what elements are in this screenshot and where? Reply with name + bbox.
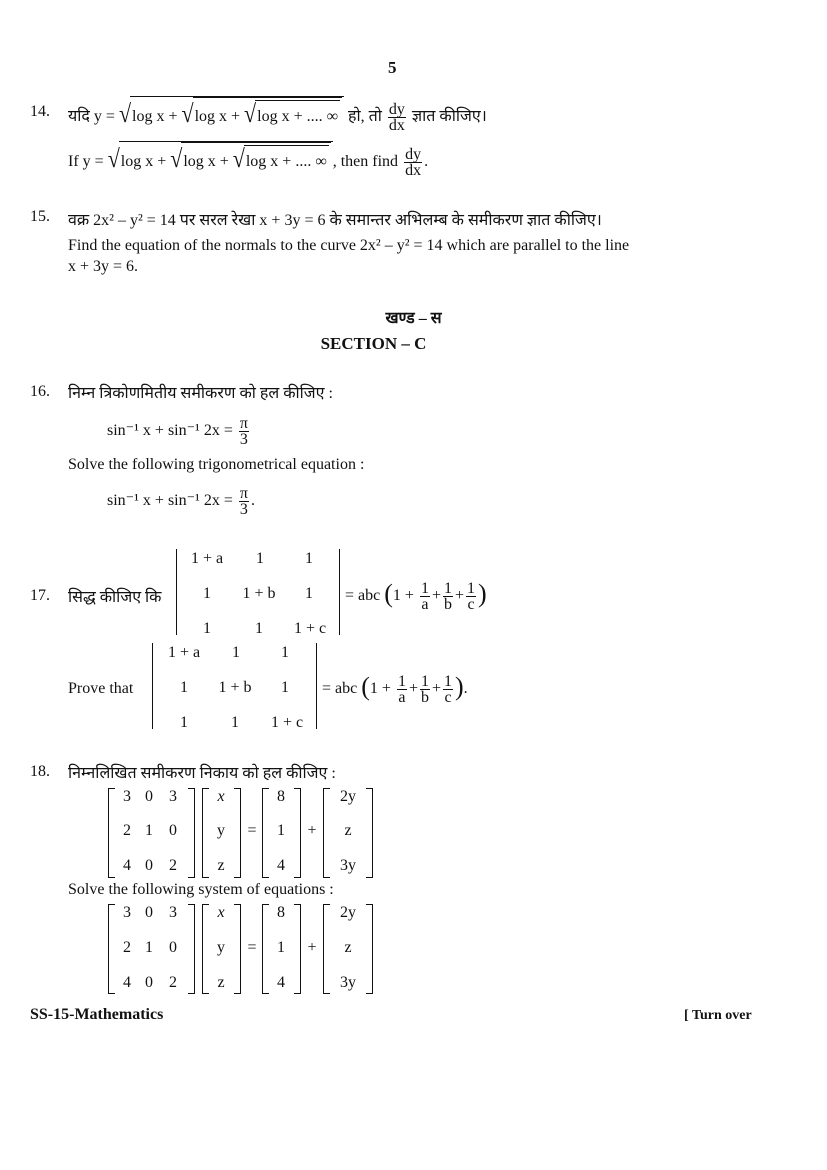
- det-cell: 1 + a: [167, 644, 201, 661]
- section-heading-hindi: खण्ड – स: [385, 310, 442, 327]
- matrix-a-cell: 3: [169, 788, 177, 805]
- q17-rhs-english: [322, 669, 468, 707]
- vector-x-right-bracket: [234, 904, 241, 994]
- equals-sign: =: [247, 822, 257, 839]
- one: 1: [420, 579, 429, 597]
- det-right-bar: [316, 643, 317, 729]
- left-paren: (: [384, 579, 393, 608]
- root-term: log x +: [183, 153, 229, 170]
- pi-over-3: [239, 486, 249, 517]
- det-cell: 1: [231, 714, 239, 731]
- q17-number: 17.: [30, 587, 50, 604]
- dx: dx: [405, 161, 422, 179]
- vector-b-right-bracket: [294, 904, 301, 994]
- matrix-a-left-bracket: [108, 904, 115, 994]
- matrix-a-cell: 0: [145, 788, 153, 805]
- equation-text: sin⁻¹ x + sin⁻¹ 2x =: [107, 492, 233, 509]
- det-cell: 1 + c: [293, 620, 327, 637]
- matrix-a-right-bracket: [188, 904, 195, 994]
- c: c: [467, 595, 475, 613]
- period: .: [250, 492, 255, 509]
- sqrt-symbol: √: [118, 99, 132, 128]
- vector-x-cell: x: [217, 904, 225, 921]
- q14-hi-prefix: यदि y =: [68, 108, 115, 125]
- rhs-prefix: = abc: [322, 680, 358, 697]
- root-term: log x +: [132, 108, 178, 125]
- one-over-a: [397, 674, 407, 705]
- dy: dy: [405, 145, 422, 163]
- vector-x-cell: y: [217, 939, 225, 956]
- one: 1: [443, 579, 452, 597]
- plus: +: [431, 587, 441, 604]
- root-last: log x + .... ∞: [257, 108, 338, 125]
- plus-sign: +: [307, 822, 317, 839]
- matrix-a-cell: 0: [145, 857, 153, 874]
- c: c: [444, 688, 452, 706]
- det-cell: 1: [305, 585, 313, 602]
- one: 1: [444, 672, 452, 690]
- equation-text: sin⁻¹ x + sin⁻¹ 2x =: [107, 422, 233, 439]
- plus-sign: +: [307, 939, 317, 956]
- vector-b-right-bracket: [294, 788, 301, 878]
- vector-c-cell: 2y: [340, 904, 356, 921]
- matrix-a-cell: 2: [123, 822, 131, 839]
- vector-b-cell: 4: [277, 974, 285, 991]
- footer-paper-code: SS-15-Mathematics: [30, 1006, 164, 1023]
- pi: π: [239, 414, 248, 432]
- q14-number: 14.: [30, 103, 50, 120]
- one: 1: [397, 672, 406, 690]
- vector-b-cell: 8: [277, 788, 285, 805]
- vector-b-cell: 4: [277, 857, 285, 874]
- one-plus: 1 +: [392, 587, 414, 604]
- plus: +: [408, 680, 418, 697]
- q18-english: Solve the following system of equations :: [68, 881, 334, 898]
- det-right-bar: [339, 549, 340, 635]
- dy-dx-fraction: [388, 102, 406, 133]
- q15-number: 15.: [30, 208, 50, 225]
- rhs-prefix: = abc: [345, 587, 381, 604]
- matrix-a-cell: 3: [169, 904, 177, 921]
- det-cell: 1: [256, 550, 264, 567]
- det-cell: 1 + b: [242, 585, 276, 602]
- det-cell: 1: [232, 644, 240, 661]
- q18-hindi: निम्नलिखित समीकरण निकाय को हल कीजिए :: [68, 765, 336, 782]
- matrix-a-cell: 1: [145, 939, 153, 956]
- one-over-b: [420, 674, 430, 705]
- vector-c-left-bracket: [323, 904, 330, 994]
- plus: +: [431, 680, 441, 697]
- det-cell: 1 + b: [218, 679, 252, 696]
- det-left-bar: [176, 549, 177, 635]
- q15-english-line1: Find the equation of the normals to the curve 2x² – y² = 14 which are parallel to the line: [68, 237, 630, 254]
- nested-root-1: log x + √log x + √log x + .... ∞: [130, 96, 344, 133]
- vector-c-cell: 2y: [340, 788, 356, 805]
- vector-x-cell: z: [217, 857, 225, 874]
- q14-en-prefix: If y =: [68, 153, 104, 170]
- q17-hindi: सिद्ध कीजिए कि: [68, 589, 162, 606]
- period: .: [463, 680, 468, 697]
- footer-turn-over: [ Turn over: [684, 1008, 752, 1023]
- one-plus: 1 +: [369, 680, 391, 697]
- matrix-a-left-bracket: [108, 788, 115, 878]
- det-cell: 1: [180, 679, 188, 696]
- vector-b-cell: 1: [277, 939, 285, 956]
- right-paren: ): [455, 672, 464, 701]
- q16-hindi: निम्न त्रिकोणमितीय समीकरण को हल कीजिए :: [68, 385, 333, 402]
- det-cell: 1 + a: [190, 550, 224, 567]
- dy-dx-fraction: [404, 147, 422, 178]
- q14-english: [68, 141, 428, 177]
- q16-english: Solve the following trigonometrical equation :: [68, 456, 365, 473]
- matrix-a-cell: 0: [145, 974, 153, 991]
- q15-english-line2: x + 3y = 6.: [68, 258, 139, 275]
- det-cell: 1: [180, 714, 188, 731]
- q14-hi-end: ज्ञात कीजिए।: [411, 108, 487, 125]
- vector-x-right-bracket: [234, 788, 241, 878]
- q14-hindi: [68, 96, 487, 132]
- det-cell: 1: [281, 644, 289, 661]
- one-over-b: [443, 581, 453, 612]
- det-cell: 1: [203, 620, 211, 637]
- vector-c-left-bracket: [323, 788, 330, 878]
- vector-x-cell: y: [217, 822, 225, 839]
- plus: +: [454, 587, 464, 604]
- vector-x-cell: x: [217, 788, 225, 805]
- one-over-c: [443, 674, 453, 705]
- right-paren: ): [478, 579, 487, 608]
- vector-c-right-bracket: [366, 788, 373, 878]
- q18-number: 18.: [30, 763, 50, 780]
- vector-c-cell: z: [344, 939, 352, 956]
- root-last: log x + .... ∞: [245, 153, 327, 170]
- sqrt-symbol: √: [107, 144, 120, 173]
- left-paren: (: [361, 672, 370, 701]
- q17-english: Prove that: [68, 680, 134, 697]
- one-over-c: [466, 581, 476, 612]
- matrix-a-right-bracket: [188, 788, 195, 878]
- q16-number: 16.: [30, 383, 50, 400]
- matrix-a-cell: 4: [123, 974, 131, 991]
- section-heading-english: SECTION – C: [320, 334, 427, 353]
- three: 3: [239, 500, 248, 518]
- det-left-bar: [152, 643, 153, 729]
- matrix-a-cell: 3: [123, 904, 131, 921]
- root-term: log x +: [194, 108, 241, 125]
- dy: dy: [388, 100, 405, 118]
- q14-en-end: .: [424, 153, 429, 170]
- q16-equation-english: [107, 483, 255, 519]
- q15-hindi: वक्र 2x² – y² = 14 पर सरल रेखा x + 3y = 6 के समान्तर अभिलम्ब के समीकरण ज्ञात कीजिए।: [68, 212, 602, 229]
- vector-x-cell: z: [217, 974, 225, 991]
- det-cell: 1: [281, 679, 289, 696]
- vector-c-cell: 3y: [340, 857, 356, 874]
- three: 3: [239, 430, 248, 448]
- matrix-a-cell: 2: [169, 974, 177, 991]
- vector-c-cell: z: [344, 822, 352, 839]
- q14-hi-suffix: हो, तो: [348, 108, 382, 125]
- matrix-a-cell: 0: [169, 939, 177, 956]
- matrix-a-cell: 2: [169, 857, 177, 874]
- pi-over-3: [239, 416, 249, 447]
- a: a: [398, 688, 406, 706]
- vector-b-cell: 1: [277, 822, 285, 839]
- one-over-a: [420, 581, 430, 612]
- nested-root-2: log x + √log x + √log x + .... ∞: [119, 141, 333, 178]
- vector-c-right-bracket: [366, 904, 373, 994]
- b: b: [443, 595, 452, 613]
- q17-rhs-hindi: [345, 576, 487, 614]
- det-cell: 1: [203, 585, 211, 602]
- pi: π: [239, 484, 248, 502]
- matrix-a-cell: 3: [123, 788, 131, 805]
- matrix-a-cell: 0: [145, 904, 153, 921]
- a: a: [421, 595, 429, 613]
- page-number: 5: [388, 58, 397, 77]
- q16-equation-hindi: [107, 413, 251, 449]
- equals-sign: =: [247, 939, 257, 956]
- root-term: log x +: [120, 153, 167, 170]
- q14-en-suffix: , then find: [332, 153, 399, 170]
- vector-b-cell: 8: [277, 904, 285, 921]
- det-cell: 1 + c: [270, 714, 304, 731]
- det-cell: 1: [305, 550, 313, 567]
- matrix-a-cell: 4: [123, 857, 131, 874]
- b: b: [420, 688, 429, 706]
- one: 1: [467, 579, 475, 597]
- matrix-a-cell: 0: [169, 822, 177, 839]
- vector-c-cell: 3y: [340, 974, 356, 991]
- matrix-a-cell: 1: [145, 822, 153, 839]
- one: 1: [420, 672, 429, 690]
- dx: dx: [388, 116, 405, 134]
- det-cell: 1: [255, 620, 263, 637]
- matrix-a-cell: 2: [123, 939, 131, 956]
